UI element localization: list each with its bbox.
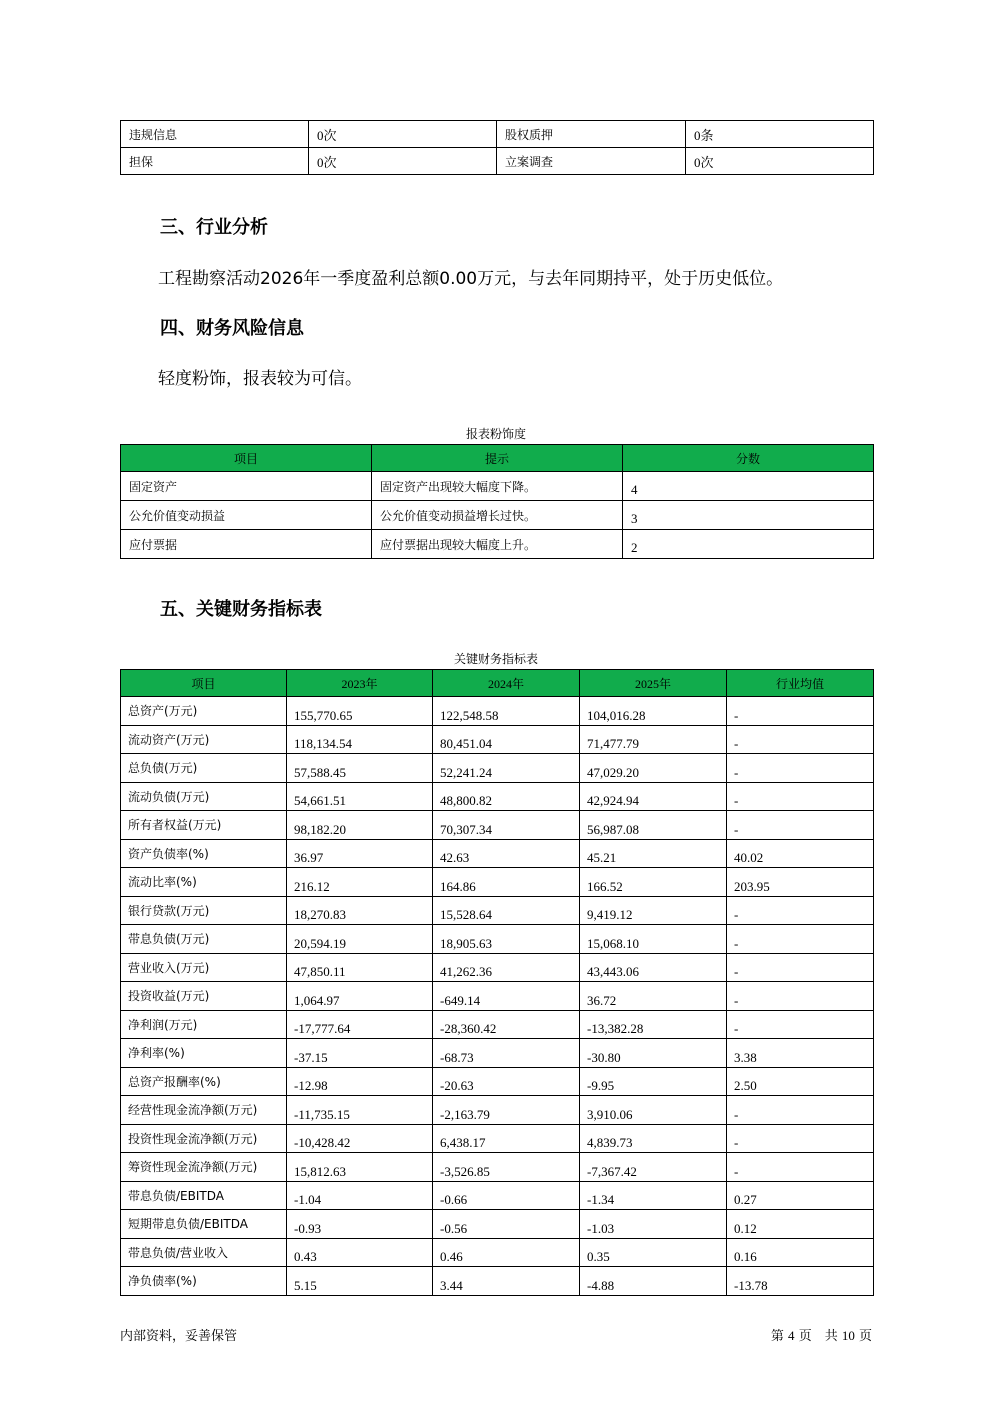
fin-value: 71,477.79 [580,725,727,754]
fin-value: -0.56 [433,1210,580,1239]
whitewash-table-body [121,472,874,559]
fin-value: 48,800.82 [433,782,580,811]
fin-value: -68.73 [433,1039,580,1068]
fin-row [121,1210,874,1239]
whitewash-item: 固定资产 [121,472,372,501]
fin-item-label: 投资性现金流净额(万元) [121,1124,287,1153]
fin-value: - [727,811,874,840]
fin-value: -1.04 [287,1181,433,1210]
fin-value: -2,163.79 [433,1096,580,1125]
fin-value: 42.63 [433,839,580,868]
whitewash-hint: 固定资产出现较大幅度下降。 [372,472,623,501]
fin-value: - [727,782,874,811]
fin-value: 45.21 [580,839,727,868]
fin-row [121,1039,874,1068]
fin-value: 0.16 [727,1238,874,1267]
fin-value: 57,588.45 [287,754,433,783]
whitewash-item: 应付票据 [121,530,372,559]
footer-note: 内部资料，妥善保管 [120,1329,238,1344]
risk-info-row [121,148,874,175]
fin-table-caption: 关键财务指标表 [453,652,538,666]
fin-row [121,754,874,783]
fin-value: 164.86 [433,868,580,897]
fin-value: 47,850.11 [287,953,433,982]
fin-row [121,1096,874,1125]
fin-item-label: 总负债(万元) [121,754,287,783]
section3-text: 工程勘察活动2026年一季度盈利总额0.00万元，与去年同期持平，处于历史低位。 [158,269,784,289]
fin-row [121,1010,874,1039]
whitewash-score: 3 [623,501,874,530]
fin-value: 6,438.17 [433,1124,580,1153]
whitewash-score: 2 [623,530,874,559]
fin-value: 216.12 [287,868,433,897]
fin-header-cell: 2025年 [580,670,727,697]
fin-value: 203.95 [727,868,874,897]
fin-row [121,953,874,982]
fin-value: -1.03 [580,1210,727,1239]
risk-info-label: 立案调查 [497,148,686,175]
risk-info-value: 0次 [309,121,497,148]
fin-value: 4,839.73 [580,1124,727,1153]
fin-value: -10,428.42 [287,1124,433,1153]
fin-value: 104,016.28 [580,697,727,726]
fin-item-label: 净利率(%) [121,1039,287,1068]
fin-value: 36.72 [580,982,727,1011]
fin-item-label: 净利润(万元) [121,1010,287,1039]
fin-value: 41,262.36 [433,953,580,982]
fin-value: -13,382.28 [580,1010,727,1039]
whitewash-header-cell: 项目 [121,445,372,472]
fin-value: 40.02 [727,839,874,868]
fin-value: 118,134.54 [287,725,433,754]
fin-value: -4.88 [580,1267,727,1296]
whitewash-item: 公允价值变动损益 [121,501,372,530]
risk-info-value: 0次 [686,148,874,175]
fin-item-label: 所有者权益(万元) [121,811,287,840]
fin-row [121,1153,874,1182]
fin-row [121,1067,874,1096]
fin-value: 70,307.34 [433,811,580,840]
fin-value: 155,770.65 [287,697,433,726]
whitewash-row [121,472,874,501]
fin-value: 98,182.20 [287,811,433,840]
fin-item-label: 短期带息负债/EBITDA [121,1210,287,1239]
fin-header-cell: 项目 [121,670,287,697]
fin-header-cell: 行业均值 [727,670,874,697]
whitewash-header-cell: 分数 [623,445,874,472]
risk-info-label: 股权质押 [497,121,686,148]
whitewash-table [120,444,874,559]
risk-info-value: 0条 [686,121,874,148]
fin-value: 15,812.63 [287,1153,433,1182]
fin-value: 18,905.63 [433,925,580,954]
fin-value: 54,661.51 [287,782,433,811]
whitewash-header-cell: 提示 [372,445,623,472]
fin-table-header [121,670,874,697]
fin-table-body [121,697,874,1296]
fin-value: 56,987.08 [580,811,727,840]
fin-value: 20,594.19 [287,925,433,954]
fin-row [121,697,874,726]
fin-value: - [727,953,874,982]
fin-row [121,782,874,811]
financial-indicators-table [120,669,874,1296]
fin-value: - [727,1153,874,1182]
whitewash-hint: 公允价值变动损益增长过快。 [372,501,623,530]
section4-title: 四、财务风险信息 [160,318,304,339]
fin-item-label: 营业收入(万元) [121,953,287,982]
whitewash-row [121,530,874,559]
risk-info-row [121,121,874,148]
fin-value: 42,924.94 [580,782,727,811]
fin-value: 166.52 [580,868,727,897]
fin-value: 3,910.06 [580,1096,727,1125]
fin-row [121,925,874,954]
fin-value: -0.66 [433,1181,580,1210]
fin-row [121,725,874,754]
fin-value: 0.27 [727,1181,874,1210]
fin-value: 1,064.97 [287,982,433,1011]
whitewash-table-caption: 报表粉饰度 [465,427,526,441]
fin-row [121,1181,874,1210]
fin-value: 47,029.20 [580,754,727,783]
fin-row [121,1238,874,1267]
fin-value: -9.95 [580,1067,727,1096]
fin-item-label: 总资产(万元) [121,697,287,726]
fin-value: -37.15 [287,1039,433,1068]
fin-value: -20.63 [433,1067,580,1096]
fin-value: -1.34 [580,1181,727,1210]
page-total: 10 [841,1328,855,1343]
fin-value: 36.97 [287,839,433,868]
risk-info-value: 0次 [309,148,497,175]
fin-header-cell: 2024年 [433,670,580,697]
fin-value: -11,735.15 [287,1096,433,1125]
page-suffix: 页 [858,1329,872,1344]
fin-item-label: 净负债率(%) [121,1267,287,1296]
fin-value: - [727,896,874,925]
fin-item-label: 流动负债(万元) [121,782,287,811]
fin-item-label: 带息负债/EBITDA [121,1181,287,1210]
fin-row [121,811,874,840]
page-prefix: 第 [770,1329,784,1344]
fin-value: 0.12 [727,1210,874,1239]
fin-value: - [727,697,874,726]
fin-item-label: 银行贷款(万元) [121,896,287,925]
fin-value: -17,777.64 [287,1010,433,1039]
fin-value: - [727,982,874,1011]
risk-info-label: 担保 [121,148,309,175]
fin-value: -30.80 [580,1039,727,1068]
fin-value: -7,367.42 [580,1153,727,1182]
whitewash-score: 4 [623,472,874,501]
fin-value: - [727,754,874,783]
fin-value: -649.14 [433,982,580,1011]
fin-value: 9,419.12 [580,896,727,925]
fin-value: - [727,725,874,754]
fin-value: 2.50 [727,1067,874,1096]
fin-value: 3.44 [433,1267,580,1296]
fin-value: 0.35 [580,1238,727,1267]
fin-row [121,982,874,1011]
fin-row [121,868,874,897]
fin-item-label: 带息负债/营业收入 [121,1238,287,1267]
fin-value: 15,068.10 [580,925,727,954]
fin-value: 43,443.06 [580,953,727,982]
fin-value: 122,548.58 [433,697,580,726]
fin-value: -12.98 [287,1067,433,1096]
fin-value: 52,241.24 [433,754,580,783]
fin-value: 18,270.83 [287,896,433,925]
fin-value: 0.46 [433,1238,580,1267]
section4-text: 轻度粉饰，报表较为可信。 [158,369,362,389]
fin-item-label: 总资产报酬率(%) [121,1067,287,1096]
page-indicator [771,1325,872,1344]
fin-value: - [727,1124,874,1153]
risk-info-table [120,120,874,175]
whitewash-table-header [121,445,874,472]
fin-value: -28,360.42 [433,1010,580,1039]
fin-item-label: 筹资性现金流净额(万元) [121,1153,287,1182]
page-mid: 页 共 [798,1329,838,1344]
fin-value: 5.15 [287,1267,433,1296]
fin-row [121,1267,874,1296]
fin-item-label: 流动资产(万元) [121,725,287,754]
fin-value: 15,528.64 [433,896,580,925]
fin-header-cell: 2023年 [287,670,433,697]
fin-value: - [727,1010,874,1039]
fin-item-label: 资产负债率(%) [121,839,287,868]
page-number: 4 [788,1328,795,1343]
fin-item-label: 带息负债(万元) [121,925,287,954]
fin-value: - [727,1096,874,1125]
whitewash-hint: 应付票据出现较大幅度上升。 [372,530,623,559]
fin-value: -13.78 [727,1267,874,1296]
section3-title: 三、行业分析 [160,217,268,238]
fin-value: 80,451.04 [433,725,580,754]
whitewash-row [121,501,874,530]
fin-row [121,896,874,925]
fin-row [121,839,874,868]
fin-item-label: 投资收益(万元) [121,982,287,1011]
risk-info-label: 违规信息 [121,121,309,148]
fin-item-label: 流动比率(%) [121,868,287,897]
fin-value: 0.43 [287,1238,433,1267]
fin-item-label: 经营性现金流净额(万元) [121,1096,287,1125]
fin-value: 3.38 [727,1039,874,1068]
fin-value: -3,526.85 [433,1153,580,1182]
section5-title: 五、关键财务指标表 [160,599,322,620]
fin-value: - [727,925,874,954]
fin-value: -0.93 [287,1210,433,1239]
risk-info-body [121,121,874,175]
fin-row [121,1124,874,1153]
